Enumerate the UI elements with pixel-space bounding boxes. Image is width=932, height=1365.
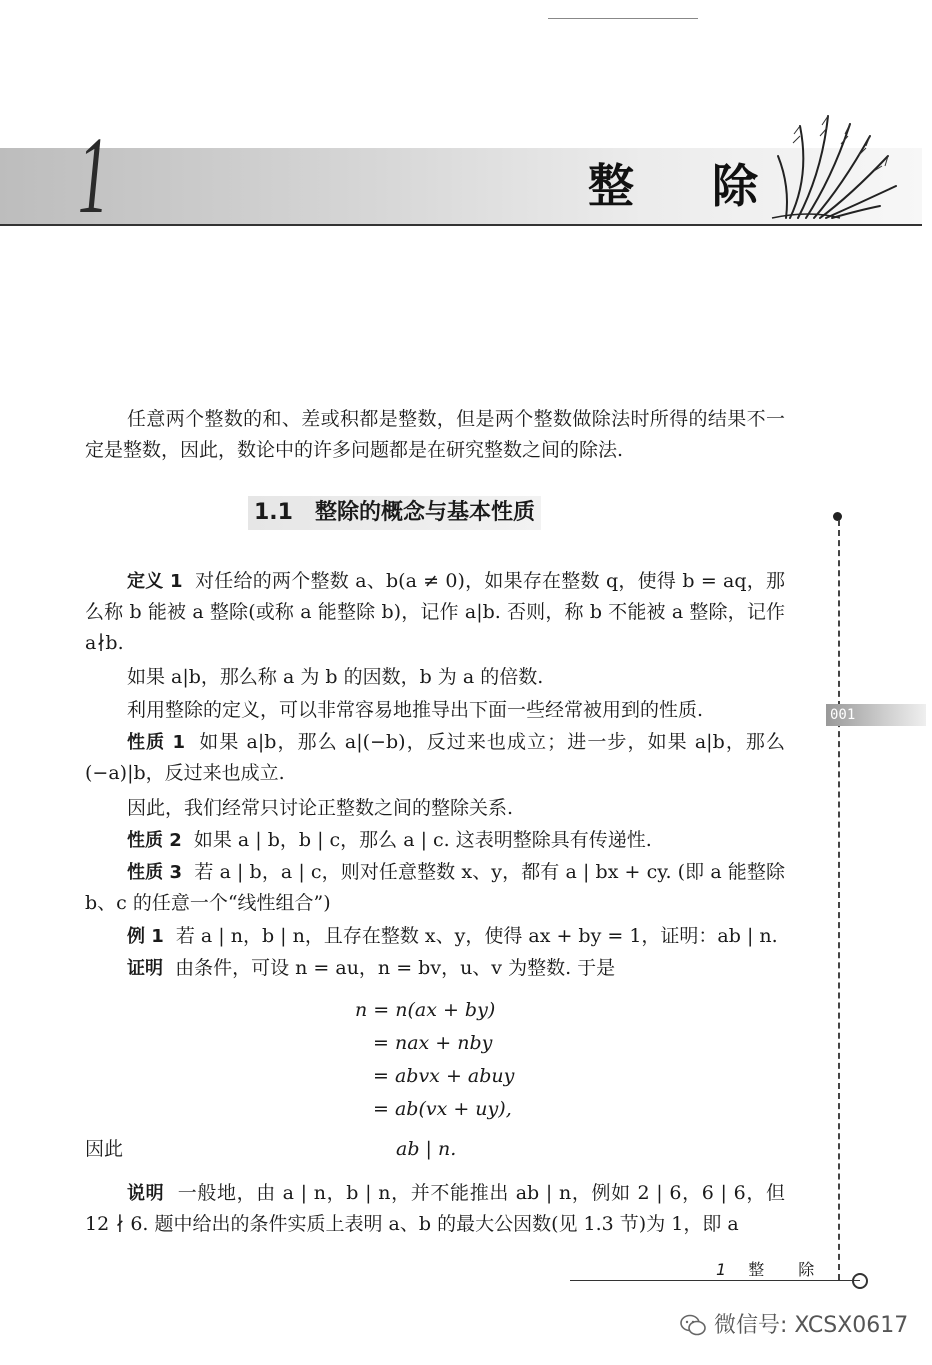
definition-text: 对任给的两个整数 a、b(a ≠ 0)，如果存在整数 q，使得 b = aq，那么称 b 能被 a 整除(或称 a 能整除 b)，记作 a|b. 否则，称 b 不能被 a 整除，记作 a∤b. [85, 570, 785, 654]
example-1 [85, 921, 785, 952]
proof-label: 证明 [127, 958, 163, 979]
proof-equation-line: = ab(vx + uy), [373, 1098, 512, 1120]
banner-rule [0, 224, 922, 226]
property-1-text: 如果 a|b，那么 a|(−b)，反过来也成立；进一步，如果 a|b，那么 (−a)|b，反过来也成立. [85, 731, 785, 784]
footer-circle-icon [852, 1273, 868, 1289]
property-2-text: 如果 a | b，b | c，那么 a | c. 这表明整除具有传递性. [193, 829, 652, 851]
proof-equation-line: = abvx + abuy [373, 1065, 515, 1087]
watermark-text: 微信号: XCSX0617 [714, 1313, 909, 1338]
positive-paragraph: 因此，我们经常只讨论正整数之间的整除关系. [127, 797, 514, 819]
remark-label: 说明 [127, 1183, 165, 1204]
running-footer [716, 1260, 848, 1280]
remark-text: 一般地，由 a | n，b | n，并不能推出 ab | n，例如 2 | 6，6 | 6，但 12 ∤ 6. 题中给出的条件实质上表明 a、b 的最大公因数(见 1.3 节)为 1，即 a [85, 1182, 786, 1235]
property-3-text: 若 a | b，a | c，则对任意整数 x、y，都有 a | bx + cy. (即 a 能整除 b、c 的任意一个“线性组合”) [85, 861, 785, 914]
usage-paragraph: 利用整除的定义，可以非常容易地推导出下面一些经常被用到的性质. [127, 699, 704, 721]
footer-chapter-title: 整除 [748, 1260, 849, 1279]
property-1-label: 性质 1 [127, 732, 186, 753]
wechat-icon [680, 1314, 706, 1336]
footer-rule [570, 1280, 860, 1281]
proof [85, 953, 785, 984]
section-title: 整除的概念与基本性质 [314, 500, 535, 525]
chapter-title: 整除 [588, 159, 836, 213]
property-2 [85, 825, 785, 856]
property-3-label: 性质 3 [127, 862, 183, 883]
watermark [680, 1312, 908, 1340]
proof-equation-line: = nax + nby [373, 1032, 493, 1054]
proof-equation-line: n = n(ax + by) [355, 999, 496, 1021]
footer-chapter-number: 1 [716, 1260, 727, 1279]
definition-label: 定义 1 [127, 571, 183, 592]
property-2-label: 性质 2 [127, 830, 182, 851]
chapter-number: 1 [78, 114, 109, 236]
property-1 [85, 727, 785, 789]
property-3 [85, 857, 785, 919]
section-heading [248, 496, 541, 530]
proof-text: 由条件，可设 n = au，n = bv，u、v 为整数. 于是 [175, 957, 616, 979]
intro-paragraph: 任意两个整数的和、差或积都是整数，但是两个整数做除法时所得的结果不一定是整数，因此，数论中的许多问题都是在研究整数之间的除法. [85, 408, 785, 461]
section-number: 1.1 [254, 500, 293, 525]
margin-dashed-line [838, 520, 840, 1280]
reeds-illustration [770, 106, 900, 222]
factor-paragraph: 如果 a|b，那么称 a 为 b 的因数，b 为 a 的倍数. [127, 666, 544, 688]
example-1-text: 若 a | n，b | n，且存在整数 x、y，使得 ax + by = 1，证明：ab | n. [175, 925, 778, 947]
definition-1 [85, 566, 785, 659]
top-rule [548, 18, 698, 19]
example-1-label: 例 1 [127, 926, 164, 947]
conclusion: ab | n. [396, 1138, 457, 1160]
remark [85, 1178, 785, 1240]
page-number-tab: 001 [826, 704, 926, 726]
conclusion-label: 因此 [85, 1138, 124, 1160]
